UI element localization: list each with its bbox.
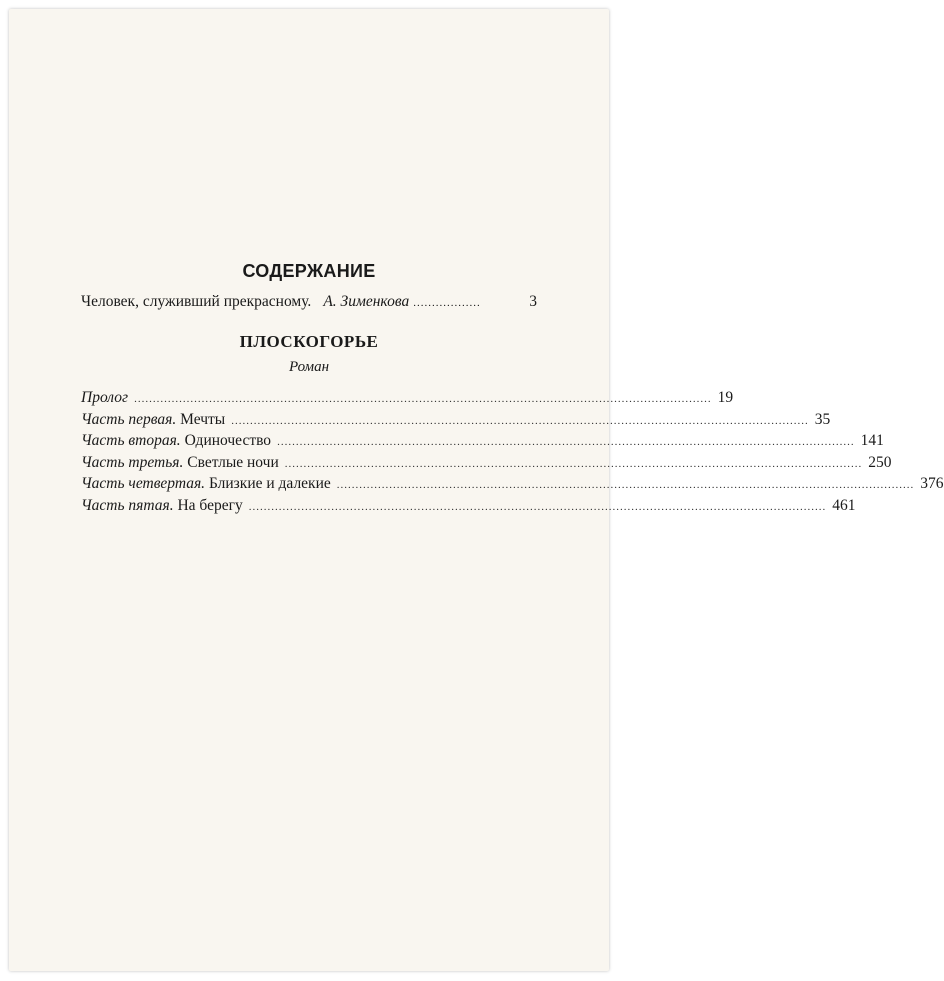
entry-page-number: 35	[814, 410, 831, 428]
entry-label	[81, 431, 271, 451]
dot-leader: ..........................................................................................................................................................	[134, 393, 712, 405]
entry-page-number: 376	[920, 475, 944, 492]
dot-leader: ..........................................................................................................................................................	[248, 500, 827, 513]
toc-entry[interactable]	[81, 388, 734, 410]
dot-leader: ..........................................................................................................................................................	[277, 436, 855, 448]
toc-entry[interactable]	[81, 431, 884, 453]
novel-title: ПЛОСКОГОРЬЕ	[239, 332, 379, 351]
entry-label	[81, 474, 331, 494]
entry-label	[81, 388, 128, 408]
entry-part: Часть третья.	[81, 453, 184, 471]
dot-leader: ..........................................................................................................................................................	[231, 414, 809, 427]
entry-name: На берегу	[177, 496, 243, 514]
contents-heading: СОДЕРЖАНИЕ	[242, 261, 376, 281]
entry-page-number: 19	[717, 389, 734, 406]
entry-name: Одиночество	[184, 432, 272, 449]
entry-label	[81, 410, 225, 430]
entry-name: Светлые ночи	[187, 453, 279, 471]
entry-page-number: 141	[860, 432, 884, 449]
entry-part: Пролог	[81, 389, 129, 406]
intro-author: А. Зименкова	[323, 293, 410, 310]
entry-part: Часть пятая.	[81, 496, 174, 514]
entry-name: Мечты	[180, 410, 226, 428]
toc-entry[interactable]	[81, 496, 856, 518]
novel-subtitle: Роман	[288, 359, 330, 375]
entry-part: Часть четвертая.	[81, 475, 206, 492]
intro-title: Человек, служивший прекрасному.	[81, 293, 312, 310]
entry-label	[81, 453, 279, 473]
toc-entry[interactable]	[81, 410, 831, 432]
entry-page-number: 461	[832, 496, 856, 514]
entry-part: Часть первая.	[81, 410, 177, 428]
entry-name: Близкие и далекие	[208, 475, 331, 492]
intro-page-number: 3	[529, 293, 537, 310]
dot-leader: ..................	[413, 297, 481, 309]
entry-label	[81, 496, 243, 516]
book-page	[9, 9, 944, 971]
dot-leader: ..........................................................................................................................................................	[336, 479, 915, 491]
entry-part: Часть вторая.	[81, 432, 181, 449]
toc-entry[interactable]	[81, 453, 892, 475]
table-of-contents	[81, 257, 944, 533]
entry-page-number: 250	[868, 453, 892, 471]
novel-contents-list	[81, 388, 944, 517]
intro-entry[interactable]	[81, 291, 537, 314]
toc-entry[interactable]	[81, 474, 944, 496]
dot-leader: ..........................................................................................................................................................	[284, 457, 863, 470]
